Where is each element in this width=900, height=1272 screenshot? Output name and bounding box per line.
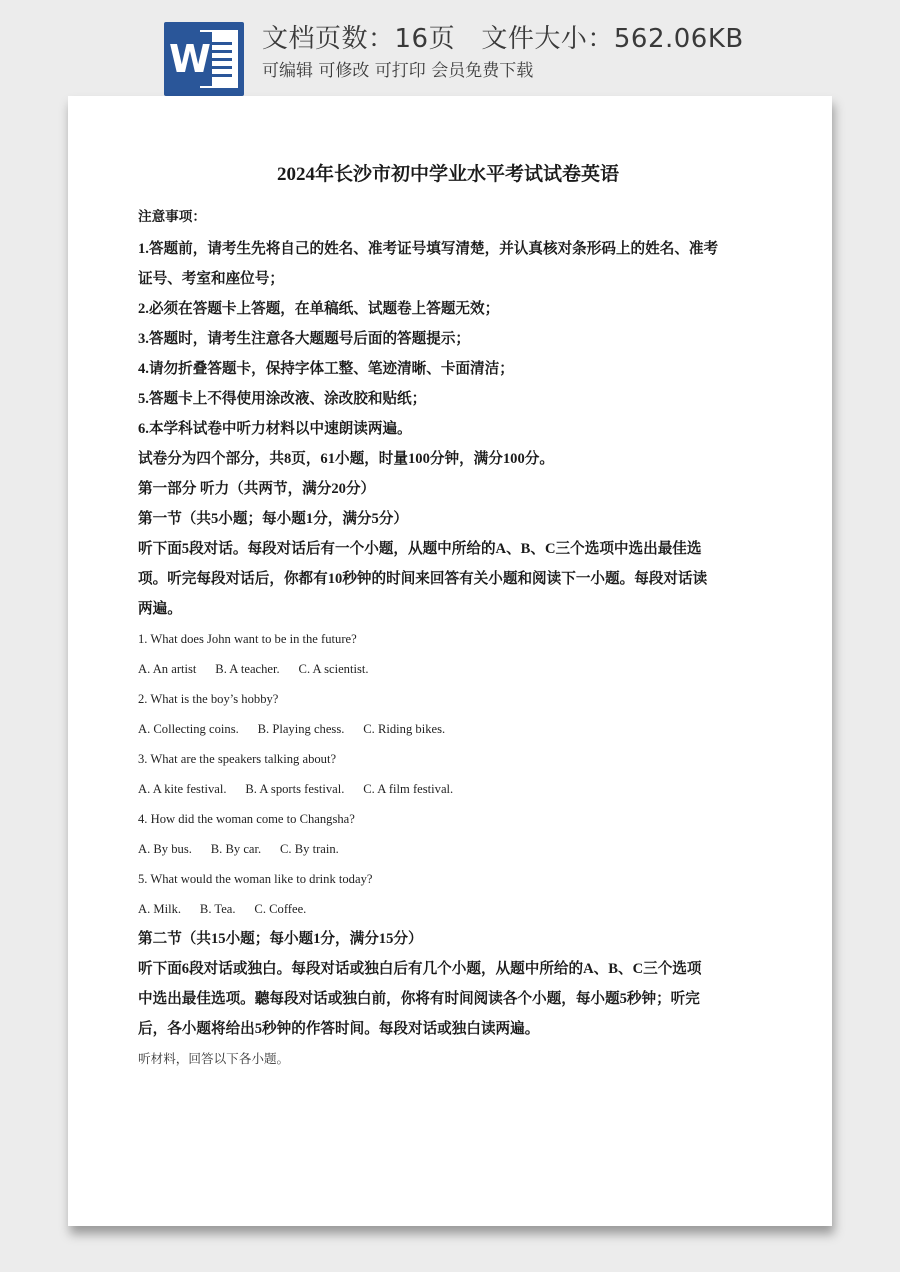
section-2-instructions-2: 中选出最佳选项。聽每段对话或独白前，你将有时间阅读各个小题，每小题5秒钟；听完 <box>138 991 700 1007</box>
question-5-options: A. Milk. B. Tea. C. Coffee. <box>138 902 307 916</box>
page-title: 2024年长沙市初中学业水平考试试卷英语 <box>276 164 619 185</box>
section-2-instructions-1: 听下面6段对话或独白。每段对话或独白后有几个小题，从题中所给的A、B、C三个选项 <box>138 961 702 977</box>
notice-title: 注意事项： <box>138 209 206 224</box>
word-letter: W <box>168 32 212 86</box>
section-1-instructions-2: 项。听完每段对话后，你都有10秒钟的时间来回答有关小题和阅读下一小题。每段对话读 <box>138 571 708 587</box>
question-1-options: A. An artist B. A teacher. C. A scientist. <box>138 662 369 676</box>
question-4: 4. How did the woman come to Changsha? <box>138 812 355 826</box>
exam-summary: 试卷分为四个部分，共8页，61小题，时量100分钟，满分100分。 <box>138 451 554 467</box>
section-1-instructions-1: 听下面5段对话。每段对话后有一个小题，从题中所给的A、B、C三个选项中选出最佳选 <box>138 541 702 557</box>
file-info: 文档页数：16页 文件大小：562.06KB <box>262 24 744 54</box>
download-banner <box>0 0 900 100</box>
rule-6: 6.本学科试卷中听力材料以中速朗读两遍。 <box>138 421 412 437</box>
question-3: 3. What are the speakers talking about? <box>138 752 337 766</box>
rule-2: 2.必须在答题卡上答题，在单稿纸、试题卷上答题无效； <box>138 301 500 317</box>
question-4-options: A. By bus. B. By car. C. By train. <box>138 842 339 856</box>
document-content <box>138 156 758 1074</box>
word-document-icon <box>164 22 244 96</box>
rule-3: 3.答题时，请考生注意各大题题号后面的答题提示； <box>138 331 471 347</box>
rule-5: 5.答题卡上不得使用涂改液、涂改胶和贴纸； <box>138 391 427 407</box>
rule-1-line-1: 1.答题前，请考生先将自己的姓名、准考证号填写清楚，并认真核对条形码上的姓名、准考 <box>138 241 719 257</box>
question-3-options: A. A kite festival. B. A sports festival. C. A film festival. <box>138 782 454 796</box>
section-2-heading: 第二节（共15小题；每小题1分，满分15分） <box>138 931 423 947</box>
rule-4: 4.请勿折叠答题卡，保持字体工整、笔迹清晰、卡面清洁； <box>138 361 514 377</box>
question-2: 2. What is the boy’s hobby? <box>138 692 279 706</box>
document-page <box>68 96 832 1226</box>
file-actions: 可编辑 可修改 可打印 会员免费下载 <box>262 61 534 81</box>
section-2-instructions-3: 后，各小题将给出5秒钟的作答时间。每段对话或独白读两遍。 <box>138 1021 540 1037</box>
question-2-options: A. Collecting coins. B. Playing chess. C. Riding bikes. <box>138 722 446 736</box>
listening-note: 听材料，回答以下各小题。 <box>138 1052 290 1066</box>
section-1-heading: 第一节（共5小题；每小题1分，满分5分） <box>138 511 408 527</box>
question-1: 1. What does John want to be in the future? <box>138 632 357 646</box>
rule-1-line-2: 证号、考室和座位号； <box>138 271 284 287</box>
part-1-heading: 第一部分 听力（共两节，满分20分） <box>138 481 376 497</box>
question-5: 5. What would the woman like to drink today? <box>138 872 373 886</box>
section-1-instructions-3: 两遍。 <box>138 601 182 617</box>
